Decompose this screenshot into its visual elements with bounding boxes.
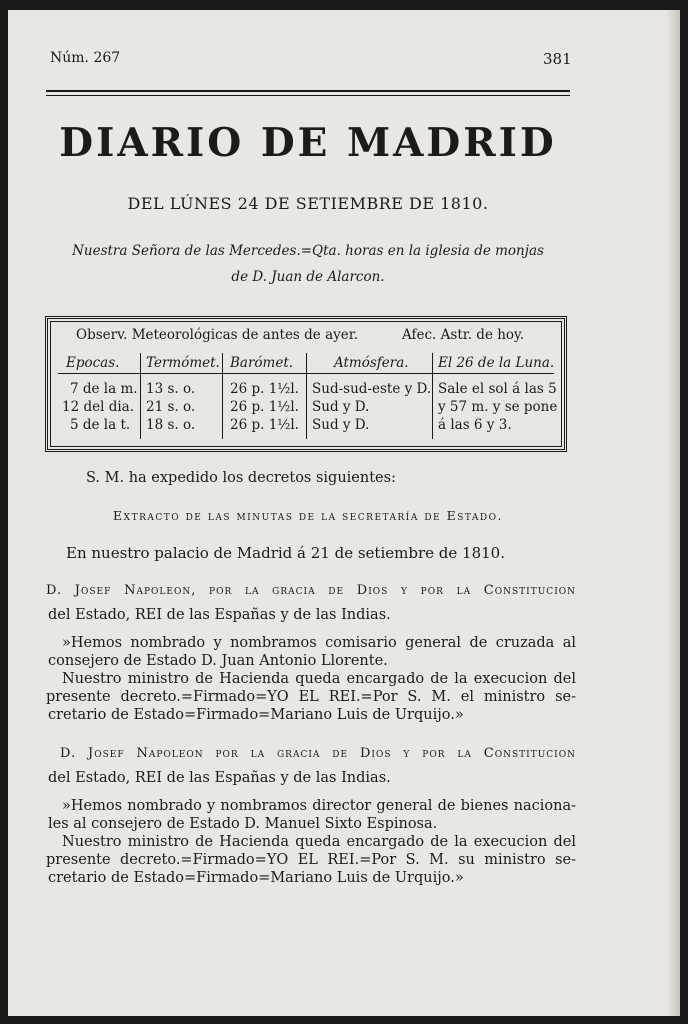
row-3-barometro: 26 p. 1½l.: [230, 417, 299, 433]
top-rule-thick: [46, 90, 570, 92]
saint-of-day: [38, 238, 578, 290]
newspaper-page: [8, 10, 680, 1016]
saint-line-2: de D. Juan de Alarcon.: [231, 269, 385, 285]
decree-1-line-4: consejero de Estado D. Juan Antonio Llorente.: [48, 653, 388, 669]
decree-2-line-7: cretario de Estado=Firmado=Mariano Luis de Urquijo.»: [48, 870, 464, 886]
row-3-termometro: 18 s. o.: [146, 417, 196, 433]
row-1-epoca: 7 de la m.: [70, 381, 138, 397]
decree-2-line-4: les al consejero de Estado D. Manuel Sixto Espinosa.: [48, 816, 438, 832]
decree-2-line-2: del Estado, REI de las Españas y de las Indias.: [48, 770, 391, 786]
decree-1-line-1: D. Josef Napoleon, por la gracia de Dios y por la Constitucion: [46, 583, 576, 598]
column-divider: [140, 353, 141, 439]
row-2-barometro: 26 p. 1½l.: [230, 399, 299, 415]
decree-1-line-5: Nuestro ministro de Hacienda queda encargado de la execucion del: [62, 671, 576, 687]
col-header-epocas: Epocas.: [66, 355, 120, 371]
decree-2-line-6: presente decreto.=Firmado=YO EL REI.=Por S. M. su ministro se-: [46, 852, 576, 868]
palace-dateline: En nuestro palacio de Madrid á 21 de setiembre de 1810.: [66, 544, 505, 562]
row-2-epoca: 12 del dia.: [62, 399, 135, 415]
row-1-luna: Sale el sol á las 5: [438, 381, 557, 397]
row-1-barometro: 26 p. 1½l.: [230, 381, 299, 397]
col-header-atmosfera: Atmósfera.: [334, 355, 409, 371]
column-divider: [222, 353, 223, 439]
dateline: DEL LÚNES 24 DE SETIEMBRE DE 1810.: [127, 194, 489, 213]
page-number: 381: [543, 50, 572, 68]
decree-1-line-7: cretario de Estado=Firmado=Mariano Luis de Urquijo.»: [48, 707, 464, 723]
row-2-termometro: 21 s. o.: [146, 399, 196, 415]
decree-1-line-6: presente decreto.=Firmado=YO EL REI.=Por S. M. el ministro se-: [46, 689, 576, 705]
column-divider: [432, 353, 433, 439]
col-header-luna: El 26 de la Luna.: [438, 355, 555, 371]
row-3-atmosfera: Sud y D.: [312, 417, 370, 433]
decree-2-line-1: D. Josef Napoleon por la gracia de Dios y por la Constitucion: [60, 746, 576, 761]
decree-1-line-2: del Estado, REI de las Españas y de las Indias.: [48, 607, 391, 623]
masthead-title: DIARIO DE MADRID: [59, 120, 557, 166]
decree-2-line-5: Nuestro ministro de Hacienda queda encargado de la execucion del: [62, 834, 576, 850]
top-rule-thin: [46, 95, 570, 96]
col-header-barometro: Barómet.: [230, 355, 294, 371]
row-2-luna: y 57 m. y se pone: [438, 399, 558, 415]
decree-1-line-3: »Hemos nombrado y nombramos comisario general de cruzada al: [62, 635, 576, 651]
issue-number: Núm. 267: [50, 50, 121, 66]
row-3-luna: á las 6 y 3.: [438, 417, 512, 433]
page-edge-shadow: [666, 10, 680, 1016]
column-divider: [306, 353, 307, 439]
row-1-termometro: 13 s. o.: [146, 381, 196, 397]
astro-title: Afec. Astr. de hoy.: [402, 327, 525, 343]
weather-table: [45, 316, 567, 452]
saint-line-1: Nuestra Señora de las Mercedes.=Qta. horas en la iglesia de monjas: [72, 243, 544, 259]
row-2-atmosfera: Sud y D.: [312, 399, 370, 415]
col-header-termometro: Termómet.: [146, 355, 220, 371]
decree-2-line-3: »Hemos nombrado y nombramos director general de bienes naciona-: [62, 798, 576, 814]
intro-line: S. M. ha expedido los decretos siguientes:: [86, 470, 396, 486]
extract-heading: Extracto de las minutas de la secretaría de Estado.: [113, 508, 503, 523]
row-1-atmosfera: Sud-sud-este y D.: [312, 381, 432, 397]
row-3-epoca: 5 de la t.: [70, 417, 131, 433]
weather-title: Observ. Meteorológicas de antes de ayer.: [76, 327, 359, 343]
